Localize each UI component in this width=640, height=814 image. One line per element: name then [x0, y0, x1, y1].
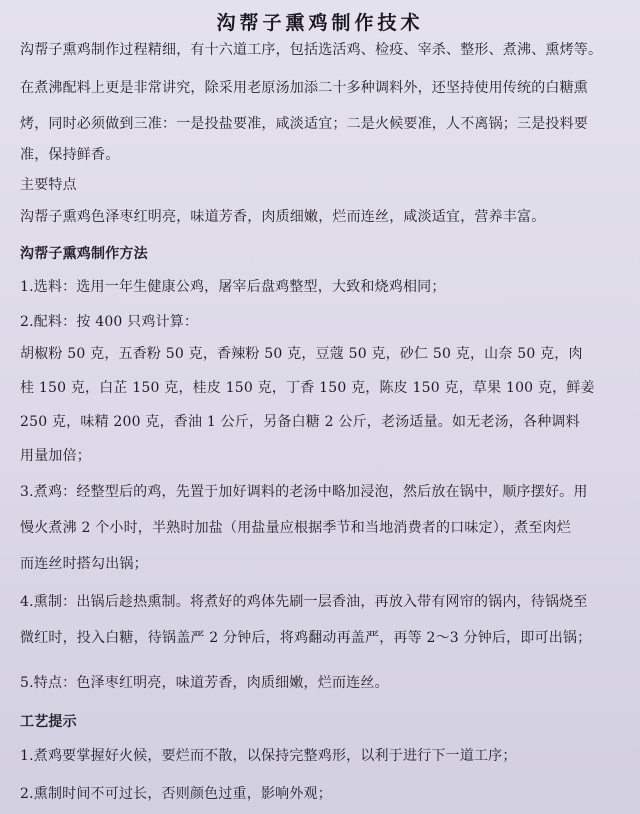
- method-step-1: 1.选料：选用一年生健康公鸡，屠宰后盘鸡整型，大致和烧鸡相同；: [20, 279, 446, 295]
- intro-line-1: 沟帮子熏鸡制作过程精细，有十六道工序，包括选活鸡、检疫、宰杀、整形、煮沸、熏烤等。: [20, 42, 603, 58]
- tip-2: 2.熏制时间不可过长，否则颜色过重，影响外观；: [20, 786, 332, 802]
- method-ingredients-line-2: 桂 150 克，白芷 150 克，桂皮 150 克，丁香 150 克，陈皮 150 克，草果 100 克，鲜姜: [20, 380, 595, 396]
- method-step-5: 5.特点：色泽枣红明亮，味道芳香，肉质细嫩，烂而连丝。: [20, 675, 389, 691]
- method-step-3-line-2: 慢火煮沸 2 个小时，半熟时加盐（用盐量应根据季节和当地消费者的口味定），煮至肉烂: [20, 520, 572, 536]
- method-step-3-line-3: 而连丝时搭勾出锅；: [20, 556, 148, 572]
- method-ingredients-line-4: 用量加倍；: [20, 448, 91, 464]
- document-title: 沟帮子熏鸡制作技术: [216, 12, 424, 34]
- tips-heading: 工艺提示: [20, 714, 77, 730]
- method-ingredients-line-3: 250 克，味精 200 克，香油 1 公斤，另备白糖 2 公斤，老汤适量。如无老汤，各种调料: [20, 414, 580, 430]
- intro-line-2: 在煮沸配料上更是非常讲究，除采用老原汤加添二十多种调料外，还坚持使用传统的白糖熏: [20, 80, 588, 96]
- method-step-3-line-1: 3.煮鸡：经整型后的鸡，先置于加好调料的老汤中略加浸泡，然后放在锅中，顺序摆好。用: [20, 484, 588, 500]
- features-heading: 主要特点: [20, 177, 77, 193]
- intro-line-3: 烤，同时必须做到三准：一是投盐要准，咸淡适宜；二是火候要准，人不离锅；三是投料要: [20, 116, 588, 132]
- method-heading: 沟帮子熏鸡制作方法: [20, 246, 148, 262]
- features-text: 沟帮子熏鸡色泽枣红明亮，味道芳香，肉质细嫩，烂而连丝，咸淡适宜，营养丰富。: [20, 209, 546, 225]
- method-ingredients-line-1: 胡椒粉 50 克，五香粉 50 克，香辣粉 50 克，豆蔻 50 克，砂仁 50 克，山奈 50 克，肉: [20, 346, 583, 362]
- tip-1: 1.煮鸡要掌握好火候，要烂而不散，以保持完整鸡形，以利于进行下一道工序；: [20, 748, 517, 764]
- method-step-4-line-1: 4.熏制：出锅后趁热熏制。将煮好的鸡体先刷一层香油，再放入带有网帘的锅内，待锅烧至: [20, 594, 588, 610]
- method-step-2: 2.配料：按 400 只鸡计算：: [20, 314, 199, 330]
- intro-line-4: 准，保持鲜香。: [20, 147, 120, 163]
- method-step-4-line-2: 微红时，投入白糖，待锅盖严 2 分钟后，将鸡翻动再盖严，再等 2～3 分钟后，即可出锅；: [20, 630, 592, 646]
